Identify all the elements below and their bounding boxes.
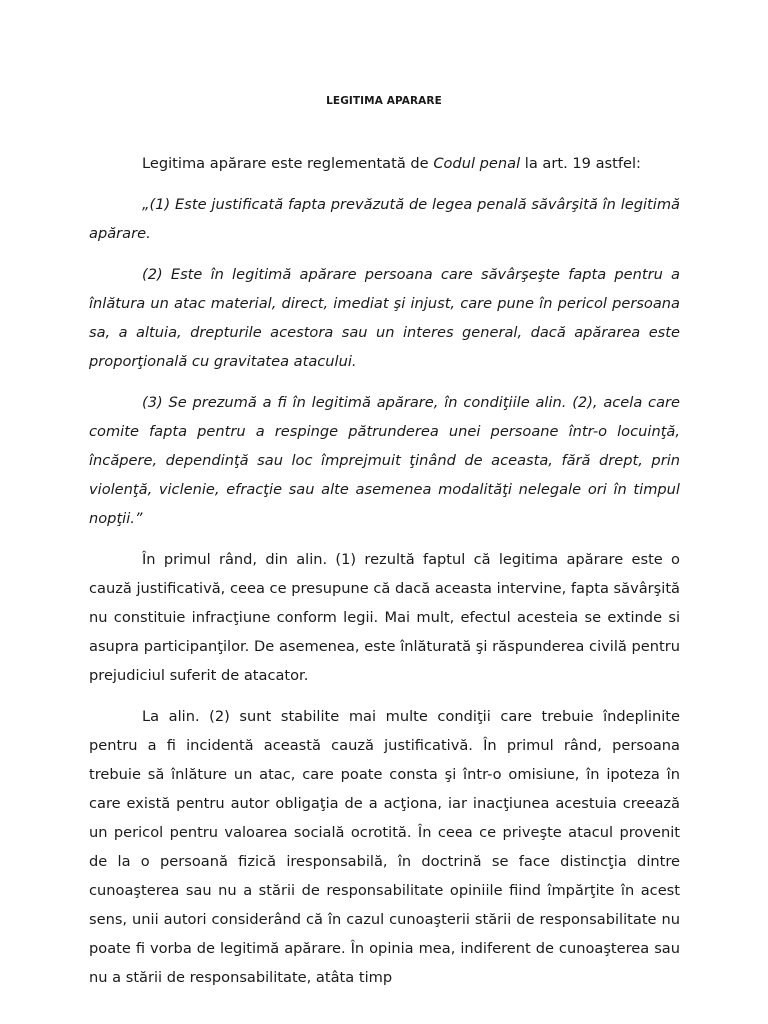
body-paragraph-1: În primul rând, din alin. (1) rezultă faptul că legitima apărare este o cauză justificativă, ceea ce presupune că dacă aceasta intervine, fapta săvârşită nu constituie infracţiune conform legii. Mai mult, efectul acesteia se extinde si asupra participanţilor. De asemenea, este înlăturată şi răspunderea civilă pentru prejudiciul suferit de atacator. — [89, 551, 680, 684]
quote-paragraph-1: „(1) Este justificată fapta prevăzută de legea penală săvârşită în legitimă apărare. — [89, 196, 680, 242]
intro-text-after: la art. 19 astfel: — [520, 155, 641, 172]
document-body — [89, 149, 680, 1004]
intro-paragraph — [89, 149, 680, 178]
intro-text-before: Legitima apărare este reglementată de — [142, 155, 434, 172]
document-title: LEGITIMA APARARE — [326, 95, 442, 107]
quote-paragraph-2: (2) Este în legitimă apărare persoana care săvârşeşte fapta pentru a înlătura un atac material, direct, imediat şi injust, care pune în pericol persoana sa, a altuia, drepturile acestora sau un interes general, dacă apărarea este proporţională cu gravitatea atacului. — [89, 266, 680, 370]
quote-paragraph-3: (3) Se prezumă a fi în legitimă apărare, în condiţiile alin. (2), acela care comite fapta pentru a respinge pătrunderea unei persoane într-o locuinţă, încăpere, dependinţă sau loc împrejmuit ţinând de aceasta, fără drept, prin violenţă, viclenie, efracţie sau alte asemenea modalităţi nelegale ori în timpul nopţii.” — [89, 394, 680, 527]
intro-code-reference: Codul penal — [433, 155, 521, 172]
body-paragraph-2: La alin. (2) sunt stabilite mai multe condiţii care trebuie îndeplinite pentru a fi incidentă această cauză justificativă. În primul rând, persoana trebuie să înlăture un atac, care poate consta şi într-o omisiune, în ipoteza în care există pentru autor obligaţia de a acţiona, iar inacţiunea acestuia creează un pericol pentru valoarea socială ocrotită. În ceea ce priveşte atacul provenit de la o persoană fizică iresponsabilă, în doctrină se face distincţia dintre cunoaşterea sau nu a stării de responsabilitate opiniile fiind împărţite în acest sens, unii autori considerând că în cazul cunoaşterii stării de responsabilitate nu poate fi vorba de legitimă apărare. În opinia mea, indiferent de cunoaşterea sau nu a stării de responsabilitate, atâta timp — [89, 708, 680, 986]
